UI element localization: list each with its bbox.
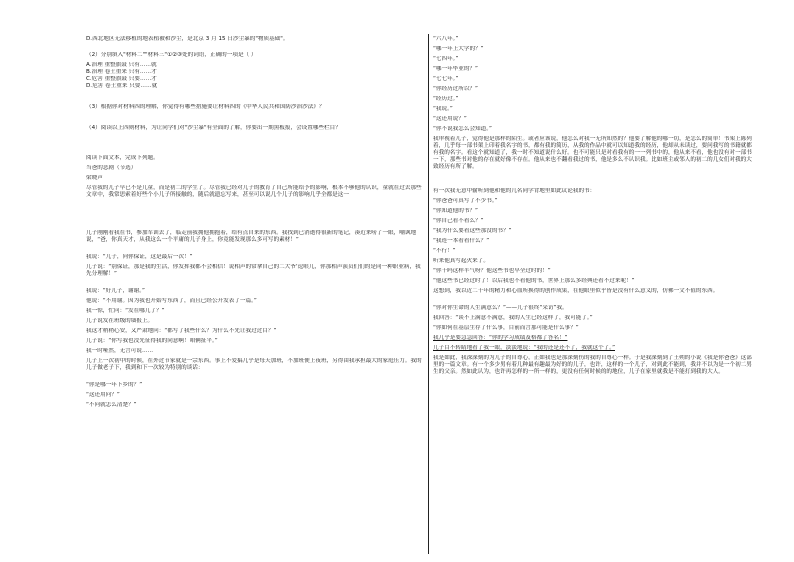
q2-option-a: A.治理 重整旗鼓 只有……就 xyxy=(86,62,157,68)
dialog-line: “经历过。” xyxy=(433,96,459,102)
dialog-line: “你如何在基层生存了什么事，目前而言那可能是什么事？” xyxy=(433,325,579,331)
story-paragraph-r1: 我审视着儿子，觉得他是那样的陌生。或者应该说，他怎么对我一无所知然的？他要了解他的哪一切，是怎么的简单！书架上陈列着，几乎每一部书架上印着我名字的书，都有我的简历，从我的作品中就可以知道我的经历，他却从未读过，要问我写的书籍就都有我的名字。看这个就知道了，我一时不知道说什么好。也不可能只是对看我有的一一列书中的，他从来不看，他也没有对一部书一下，那些书对他的存在就好像不存在。他从来也不翻看我过的书，他是多么不认识我。比如班主或邻人的初二的几女们对我的大致经历有所了解。 xyxy=(433,136,752,170)
dialog-line: “哪一年上大学的？” xyxy=(433,46,484,52)
left-column xyxy=(86,36,422,409)
dialog-line: 我一时哑然，无言可说…… xyxy=(86,348,154,354)
dialog-line: 我一惊，忙问：“发在哪儿了？” xyxy=(86,308,165,314)
dialog-line: 他说：“不用谢。因为我也开始写东西了，而且已经公开发表了一篇。” xyxy=(86,298,257,304)
dialog-line: 儿子说：“别保证，那是我的生活，你发挥我都不会相信！说相声的常拿自己的二大爷‘逗哏儿，你那相声演员们们的是同一种职业病，我先分理解！” xyxy=(86,264,421,277)
story-author: 梁晓声 xyxy=(86,175,103,181)
dialog-line: “你干吗这样半气呀？他这些书也早全过时的！” xyxy=(433,268,551,274)
question-option-d: D.西北地区无法移植的地表植被和沙尘，是北京 3 月 15 日沙尘暴的"物质基础"。 xyxy=(86,36,289,42)
dialog-line: “你爸爸可真写了不少书。” xyxy=(433,198,498,204)
story-paragraph-r2: 有一次我无意中偷听到他和他的几名同学背地里如此议论我的书： xyxy=(433,188,596,194)
story-paragraph-r3: 听来他真写起火来了。 xyxy=(433,258,489,264)
dialog-line: “你对你生命的人生满意么？”——儿子很终“采访”我。 xyxy=(433,305,568,311)
story-paragraph-1: 尽管我的儿子早已不是儿童，而是初二的学生了。尽管我已经对儿子的教育了自己所能给予的影响，根本不够他的认识，童就在过去那些文章中，我常思索着好些个小儿子所接触的，随后就遗忘写来，甚至可以说几个儿子的影响几乎全都是这一 xyxy=(86,185,422,198)
dialog-line: “这还用说？” xyxy=(433,116,467,122)
dialog-line: “我说。” xyxy=(433,106,453,112)
story-paragraph-r4: 这想到，我以近二十年的精力和心血所换得的创作成果，在他眼里似乎皆是没有什么意义的，仿佛一文不值的东西。 xyxy=(433,288,719,294)
column-divider xyxy=(428,34,429,554)
story-title: 当爸的悲剧（节选） xyxy=(86,165,137,171)
dialog-line: 儿子说：“你写我也没先征得我的同意啊！咱俩扯平。” xyxy=(86,338,218,344)
question-4: （4）阅读以上四则材料，为让同学们对"沙尘暴"有全面的了解，你要出一期黑板报，会设置哪些栏目？ xyxy=(86,125,341,131)
dialog-line: “你不说我怎么会知道。” xyxy=(433,126,492,132)
underlined-sentence: 儿子目不转睛地看了我一眼，淡淡地说：“我的还是还不了，我就这个了。” xyxy=(433,345,615,351)
q2-option-d: D.危害 卷土重来 只要……就 xyxy=(86,83,158,89)
dialog-line: “这还用问？” xyxy=(86,392,120,398)
dialog-line: “我连一本看看什么？” xyxy=(433,238,490,244)
dialog-line: 我这才稍稍心安，又严肃地问：“都写了我些什么？为什么不先让我过过目？” xyxy=(86,328,277,334)
reading-intro: 阅读下面文本，完成下列题。 xyxy=(86,155,159,161)
dialog-line: “我为什么要看这些那没的书？” xyxy=(433,228,512,234)
dialog-line: “你自己看不看么？” xyxy=(433,218,484,224)
right-column xyxy=(433,36,755,397)
story-paragraph-3: 儿子上一次初中的时候，在外过节家就是一宗东西。事上不爱搞几乎是每天加班，不加班便上夜班，另得由我承担最大的家庭压力。我的儿子做老子下，我到和下一次较为特别的谈话： xyxy=(86,358,422,371)
dialog-line: “不行！” xyxy=(433,248,456,254)
dialog-line: 我回答：“谈不上满意不满意，我的人生已经这样了，我可能了。” xyxy=(433,315,593,321)
q2-option-c: C.危害 重整旗鼓 只要……才 xyxy=(86,76,157,82)
q2-option-b: B.治理 卷土重来 只有……才 xyxy=(86,69,157,75)
dialog-line: “他这些书已经过时了！以后我也不看他的书，世界上那么多经典还看不过来呢！” xyxy=(433,278,635,284)
question-2: （2）分别填入"材料二""材料三"①②③处的词语，正确的一项是（ ） xyxy=(86,52,257,58)
dialog-line: “不问就怎么清楚？” xyxy=(86,402,137,408)
dialog-line: “你知道他的书？” xyxy=(433,208,478,214)
dialog-line: “六八年。” xyxy=(433,36,459,42)
dialog-line: “七七年。” xyxy=(433,76,459,82)
story-paragraph-r5: 我是如此，我深深刻的为儿子的自尊心，正如我也是那深刻伤的我的自尊心一样。于是我深刻到了王朔的小说《我是你爸爸》这部里的一篇文章。有一个多少男有着几种最有趣最为好的的儿子，也许，这样的一个儿子，对到此不能到，我并不以为是一个初二男生的父亲。然如此认为，也许再怎样的一所一样的，更没有任何时候的的地位，儿子在家里就我是不能打到我的大人。 xyxy=(433,355,752,375)
story-paragraph-2: 儿子刚刚看我在书，参加军训去了，临走前我拥他拥抱着，给有点自来的东西。我找到已消逝得很新的笔记，凑近来唠了一眼，嘲讽地说，“爸，你真天才，从我这么一个平庸的儿子身上，你竟能发现那么多可写的素材！” xyxy=(86,230,417,243)
question-3: （3）根据你对材料四的理解，你觉得有哪些措施要让材料四的《中华人民共和国防沙治沙法》？ xyxy=(86,104,325,110)
dialog-line: “你经历过所以？” xyxy=(433,86,478,92)
dialog-line: “七四年。” xyxy=(433,56,459,62)
dialog-line: “你是哪一年下乡的？” xyxy=(86,382,143,388)
dialog-line: 儿子说发在班级的墙报上。 xyxy=(86,318,154,324)
dialog-line: 我说：“好儿子，谢谢。” xyxy=(86,288,145,294)
dialog-line: 我说：“儿子，向你保证，这是最后一次！” xyxy=(86,254,193,260)
underlined-sentence: 我几乎是要急急回答：“你的学习成绩及格都了答名！” xyxy=(433,335,568,341)
dialog-line: “哪一年毕业的？” xyxy=(433,66,478,72)
